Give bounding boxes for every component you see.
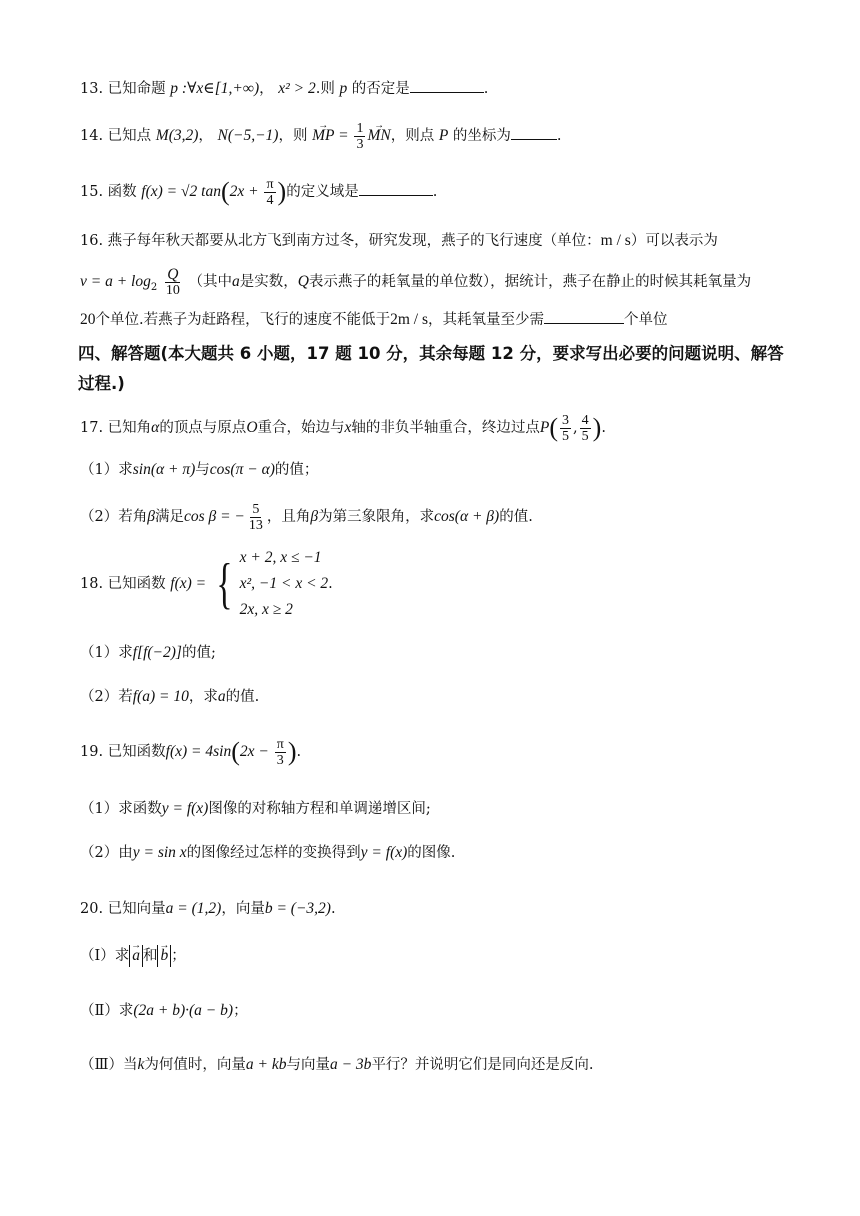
fraction: $\frac{1}{3}$	[356, 120, 364, 152]
answer-blank	[410, 78, 484, 93]
question-number: 13.	[80, 81, 104, 97]
fraction: $\frac{Q}{10}$	[165, 265, 180, 298]
question-number: 14.	[80, 128, 104, 144]
question-20-part-1: （Ⅰ）求→ a 和→ b ；	[80, 945, 820, 967]
question-number: 18.	[80, 576, 104, 592]
vector-b: b = (−3,2)	[264, 900, 331, 917]
vector-mp: → MP	[312, 118, 334, 154]
fraction: $\frac{\pi}{4}$	[266, 176, 274, 208]
fraction: $\frac{\pi}{3}$	[276, 736, 284, 768]
section-heading-cont: 过程.)	[78, 374, 125, 393]
piecewise-function: { x + 2, x ≤ −1 x², −1 < x < 2 2x, x ≥ 2	[216, 549, 329, 618]
fraction: $\frac{4}{5}$	[581, 412, 589, 444]
math-expression: x² > 2	[278, 80, 316, 97]
question-17: 17. 已知角α的顶点与原点O重合，始边与x轴的非负半轴重合，终边过点P( $\frac{3}{5}$ , $\frac{4}{5}$ ).	[80, 412, 606, 444]
question-18: 18. 已知函数 f(x) = { x + 2, x ≤ −1 x², −1 < x < 2 2x, x ≥ 2 .	[80, 544, 820, 624]
question-number: 20.	[80, 901, 104, 917]
question-19-part-1: （1）求函数y = f(x)图像的对称轴方程和单调递增区间;	[80, 800, 431, 817]
question-19: 19. 已知函数f(x) = 4sin(2x − $\frac{\pi}{3}$ ).	[80, 736, 302, 768]
question-17-part-2: （2）若角β满足cos β = − $\frac{5}{13}$ ，且角β为第三象限角，求cos(α + β)的值.	[80, 501, 533, 533]
question-13: 13. 已知命题 p :∀x∈[1,+∞)， x² > 2.则 p 的否定是 .	[80, 80, 489, 97]
question-14: 14. 已知点 M(3,2)， N(−5,−1)，则 → MP = $\frac{1}{3}$ → MN，则点 P 的坐标为 .	[80, 118, 820, 154]
question-16-line-3: 20个单位.若燕子为赶路程，飞行的速度不能低于2m / s，其耗氧量至少需 个单位	[80, 311, 668, 328]
vector-a: a = (1,2)	[165, 900, 222, 917]
question-number: 19.	[80, 744, 104, 760]
math-expression: p :∀x∈[1,+∞)	[170, 80, 260, 97]
fraction: $\frac{5}{13}$	[248, 501, 263, 533]
question-20: 20. 已知向量a = (1,2)，向量b = (−3,2).	[80, 900, 336, 917]
question-number: 17.	[80, 420, 104, 436]
question-16-line-1: 16. 燕子每年秋天都要从北方飞到南方过冬，研究发现，燕子的飞行速度（单位：m / s）可以表示为	[80, 232, 718, 249]
section-heading: 四、解答题(本大题共 6 小题，17 题 10 分，其余每题 12 分，要求写出必要的问题说明、解答	[78, 344, 784, 363]
question-19-part-2: （2）由y = sin x的图像经过怎样的变换得到y = f(x)的图像.	[80, 844, 456, 861]
answer-blank	[511, 125, 557, 140]
question-number: 16.	[80, 233, 104, 249]
vector-mn: → MN	[367, 118, 390, 154]
question-16-line-2: $v = a + \log_2$ $\frac{Q}{10}$ （其中a是实数，Q表示燕子的耗氧量的单位数），据统计，燕子在静止的时候其耗氧量为	[80, 265, 752, 298]
question-17-part-1: （1）求sin(α + π)与cos(π − α)的值；	[80, 461, 319, 478]
question-18-part-2: （2）若f(a) = 10，求a的值.	[80, 688, 260, 705]
question-20-part-2: （Ⅱ）求(2a + b)·(a − b)；	[80, 1002, 248, 1019]
question-20-part-3: （Ⅲ）当k为何值时，向量a + kb与向量a − 3b平行？并说明它们是同向还是反向.	[80, 1056, 594, 1073]
question-number: 15.	[80, 184, 104, 200]
question-18-part-1: （1）求f[f(−2)]的值;	[80, 644, 216, 661]
question-15: 15. 函数 f(x) = √2 tan(2x + $\frac{\pi}{4}$ )的定义域是 .	[80, 176, 438, 208]
answer-blank	[359, 181, 433, 196]
answer-blank	[544, 309, 624, 324]
fraction: $\frac{3}{5}$	[562, 412, 570, 444]
